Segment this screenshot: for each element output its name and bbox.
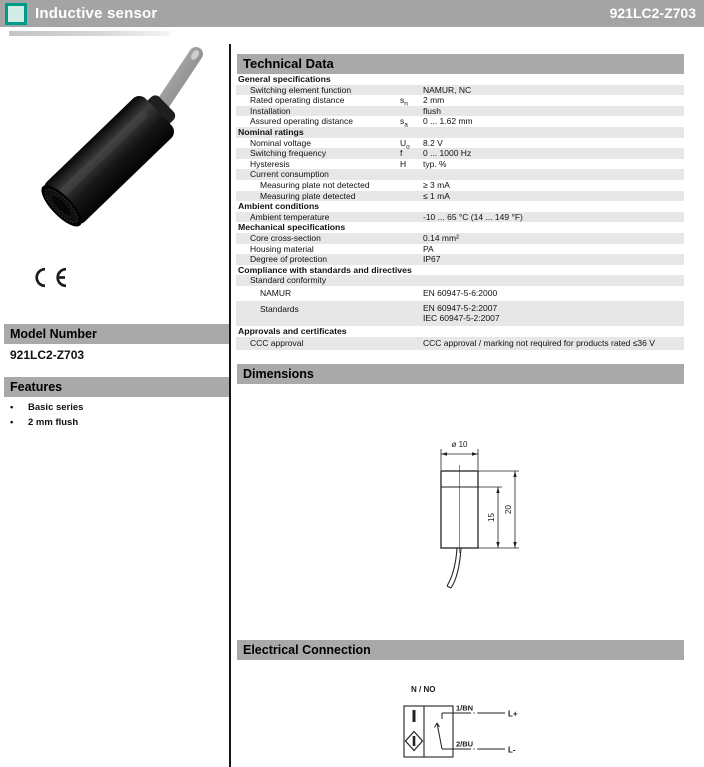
spec-value: ≥ 3 mA [423, 179, 450, 190]
terminal-minus-label: L- [508, 745, 516, 755]
spec-value: IP67 [423, 254, 441, 265]
spec-symbol: $s_a$ [400, 116, 408, 130]
ce-mark-icon [28, 266, 70, 289]
feature-item [10, 416, 220, 431]
spec-value: 0 ... 1.62 mm [423, 116, 473, 127]
spec-label: Switching frequency [250, 148, 327, 159]
spec-value: -10 ... 65 °C (14 ... 149 °F) [423, 211, 523, 222]
spec-row [236, 191, 684, 202]
bullet-icon: • [10, 402, 14, 413]
product-photo [6, 30, 228, 292]
spec-row [236, 244, 684, 255]
spec-row [236, 286, 684, 302]
wire2-label: 2/BU [456, 739, 474, 749]
spec-value: EN 60947-5-2:2007 IEC 60947-5-2:2007 [423, 302, 500, 323]
bullet-icon: • [10, 416, 14, 428]
dimension-arrowheads [441, 452, 517, 548]
spec-value: CCC approval / marking not required for products rated ≤36 V [423, 338, 655, 349]
spec-label: Core cross-section [250, 232, 321, 243]
photo-background-strip [9, 31, 171, 36]
technical-data-heading: Technical Data [237, 54, 684, 74]
feature-item [10, 401, 220, 416]
spec-label: Assured operating distance [250, 116, 354, 127]
spec-label: Standard conformity [250, 275, 327, 286]
top-header-bar [0, 0, 704, 27]
electrical-heading: Electrical Connection [237, 640, 684, 660]
inductive-sensor-icon [5, 3, 27, 25]
spec-label: Housing material [250, 243, 314, 254]
spec-label: Measuring plate detected [260, 190, 356, 201]
spec-value: 0.14 mm² [423, 232, 459, 243]
spec-label: Standards [260, 303, 299, 314]
spec-value: PA [423, 243, 434, 254]
spec-row [236, 169, 684, 180]
spec-symbol: H [400, 158, 407, 169]
spec-value: NAMUR, NC [423, 84, 472, 95]
spec-label: Measuring plate not detected [260, 179, 370, 190]
spec-row [236, 254, 684, 265]
spec-section-header: Compliance with standards and directives [238, 264, 412, 275]
feature-text: Basic series [28, 402, 84, 413]
dimension-drawing [428, 436, 538, 596]
features-heading: Features [4, 377, 229, 397]
dimensions-heading: Dimensions [237, 364, 684, 384]
spec-row [236, 159, 684, 170]
spec-label: Degree of protection [250, 254, 328, 265]
terminal-plus-label: L+ [508, 709, 518, 719]
spec-section-header: Mechanical specifications [238, 222, 346, 233]
sensor-body [35, 85, 185, 233]
spec-value: 0 ... 1000 Hz [423, 148, 472, 159]
spec-value: 8.2 V [423, 137, 443, 148]
circuit-type-label: N / NO [411, 685, 436, 694]
spec-label: Installation [250, 105, 291, 116]
spec-row [236, 233, 684, 244]
spec-section-header: Nominal ratings [236, 127, 684, 138]
spec-symbol: f [400, 148, 403, 159]
model-number-heading: Model Number [4, 324, 229, 344]
spec-row [236, 180, 684, 191]
spec-label: Switching element function [250, 84, 352, 95]
spec-label: Hysteresis [250, 158, 290, 169]
spec-section-header: General specifications [238, 74, 331, 84]
spec-label: Current consumption [250, 169, 329, 180]
spec-value: EN 60947-5-6:2000 [423, 288, 498, 299]
page-title: Inductive sensor [35, 5, 158, 22]
spec-value: typ. % [423, 158, 447, 169]
spec-row [236, 301, 684, 326]
wire1-label: 1/BN [456, 703, 474, 713]
spec-symbol: $U_o$ [400, 137, 410, 151]
model-number-value: 921LC2-Z703 [10, 348, 85, 362]
spec-row [236, 106, 684, 117]
spec-row [236, 116, 684, 130]
spec-label: Rated operating distance [250, 95, 345, 106]
spec-label: Ambient temperature [250, 211, 330, 222]
spec-value: 2 mm [423, 95, 445, 106]
spec-row [236, 148, 684, 159]
spec-row [236, 85, 684, 96]
spec-label: CCC approval [250, 338, 304, 349]
features-list [10, 401, 220, 430]
spec-section-header: Approvals and certificates [238, 326, 347, 337]
spec-label: NAMUR [260, 288, 292, 299]
spec-value: ≤ 1 mA [423, 190, 450, 201]
header-product-number: 921LC2-Z703 [609, 5, 696, 21]
spec-row [236, 275, 684, 286]
feature-text: 2 mm flush [28, 416, 79, 428]
spec-label: Nominal voltage [250, 137, 311, 148]
dimension-inner-length-label: 15 [487, 513, 496, 522]
dimension-diameter-label: ø 10 [451, 440, 468, 449]
spec-section-header: Ambient conditions [238, 201, 320, 212]
electrical-connection-diagram [395, 678, 535, 767]
spec-row [236, 337, 684, 351]
spec-row [236, 212, 684, 223]
spec-value: flush [423, 105, 441, 116]
spec-row [236, 95, 684, 106]
column-divider [229, 44, 231, 767]
spec-row [236, 138, 684, 149]
technical-data-table [236, 74, 684, 350]
spec-symbol: $s_n$ [400, 95, 408, 108]
dimension-total-length-label: 20 [504, 505, 513, 514]
